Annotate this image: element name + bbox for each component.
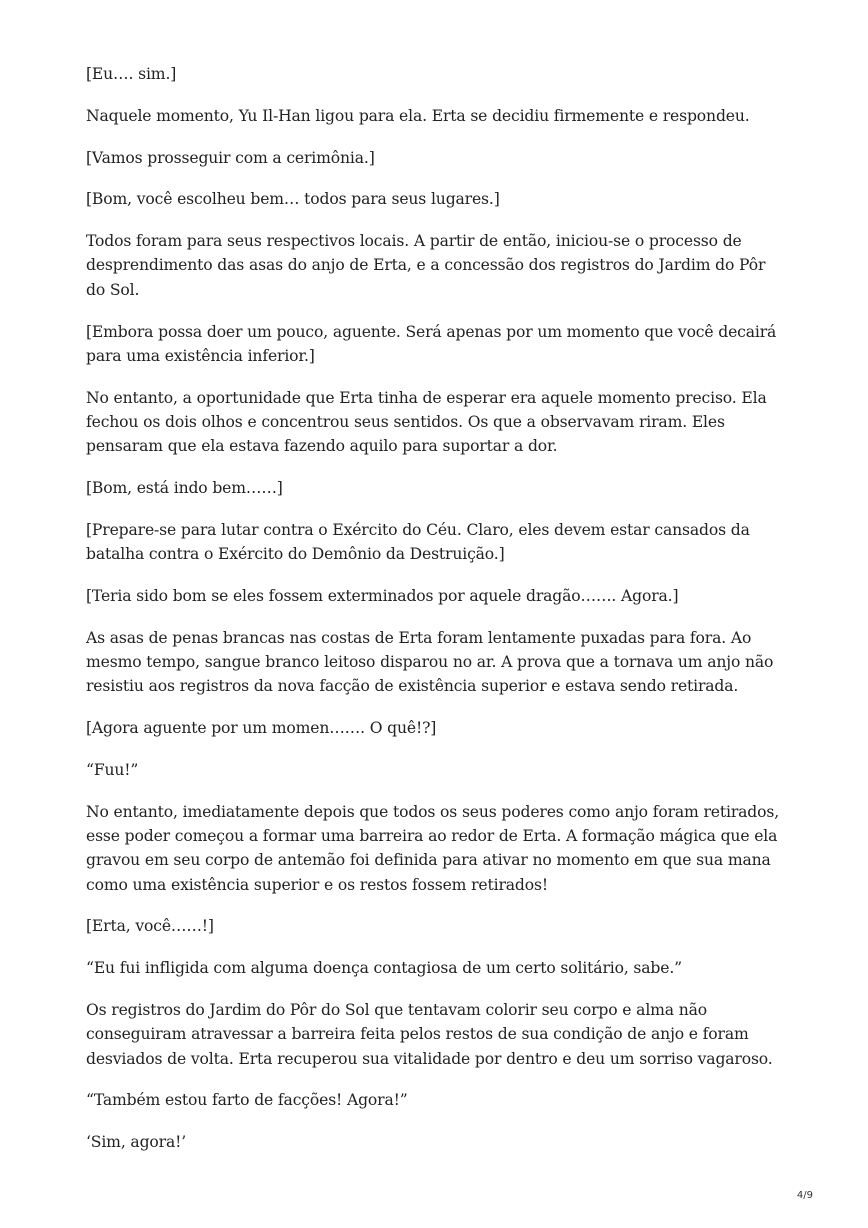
paragraph: [Agora aguente por um momen……. O quê!?] bbox=[86, 719, 437, 738]
paragraph: ‘Sim, agora!’ bbox=[86, 1133, 187, 1152]
paragraph: No entanto, a oportunidade que Erta tinha de esperar era aquele momento preciso. Ela fechou os dois olhos e concentrou seus sentidos. Os que a observavam riram. Eles pensaram que ela estava fazendo aquilo para suportar a dor. bbox=[86, 388, 767, 456]
paragraph: “Eu fui infligida com alguma doença contagiosa de um certo solitário, sabe.” bbox=[86, 959, 682, 978]
paragraph: [Teria sido bom se eles fossem exterminados por aquele dragão……. Agora.] bbox=[86, 586, 679, 605]
paragraph: “Também estou farto de facções! Agora!” bbox=[86, 1091, 408, 1110]
paragraph: [Erta, você……!] bbox=[86, 917, 214, 936]
paragraph: [Vamos prosseguir com a cerimônia.] bbox=[86, 148, 375, 167]
paragraph: [Bom, está indo bem……] bbox=[86, 479, 283, 498]
paragraph: Naquele momento, Yu Il-Han ligou para ela. Erta se decidiu firmemente e respondeu. bbox=[86, 106, 750, 125]
paragraph: No entanto, imediatamente depois que todos os seus poderes como anjo foram retirados, esse poder começou a formar uma barreira ao redor de Erta. A formação mágica que ela gravou em seu corpo de antemão foi definida para ativar no momento em que sua mana como uma existência superior e os restos fossem retirados! bbox=[86, 802, 779, 894]
paragraph: [Bom, você escolheu bem… todos para seus lugares.] bbox=[86, 190, 500, 209]
paragraph: Todos foram para seus respectivos locais. A partir de então, iniciou-se o processo de desprendimento das asas do anjo de Erta, e a concessão dos registros do Jardim do Pôr do Sol. bbox=[86, 232, 766, 299]
document-body bbox=[86, 62, 786, 1172]
paragraph: “Fuu!” bbox=[86, 760, 139, 779]
paragraph: Os registros do Jardim do Pôr do Sol que tentavam colorir seu corpo e alma não conseguiram atravessar a barreira feita pelos restos de sua condição de anjo e foram desviados de volta. Erta recuperou sua vitalidade por dentro e deu um sorriso vagaroso. bbox=[86, 1001, 773, 1068]
paragraph: [Eu…. sim.] bbox=[86, 65, 177, 83]
page-number: 4/9 bbox=[796, 1190, 813, 1201]
paragraph: [Embora possa doer um pouco, aguente. Será apenas por um momento que você decairá para uma existência inferior.] bbox=[86, 322, 777, 365]
paragraph: [Prepare-se para lutar contra o Exército do Céu. Claro, eles devem estar cansados da batalha contra o Exército do Demônio da Destruição.] bbox=[86, 520, 750, 564]
paragraph: As asas de penas brancas nas costas de Erta foram lentamente puxadas para fora. Ao mesmo tempo, sangue branco leitoso disparou no ar. A prova que a tornava um anjo não resistiu aos registros da nova facção de existência superior e estava sendo retirada. bbox=[86, 628, 774, 696]
